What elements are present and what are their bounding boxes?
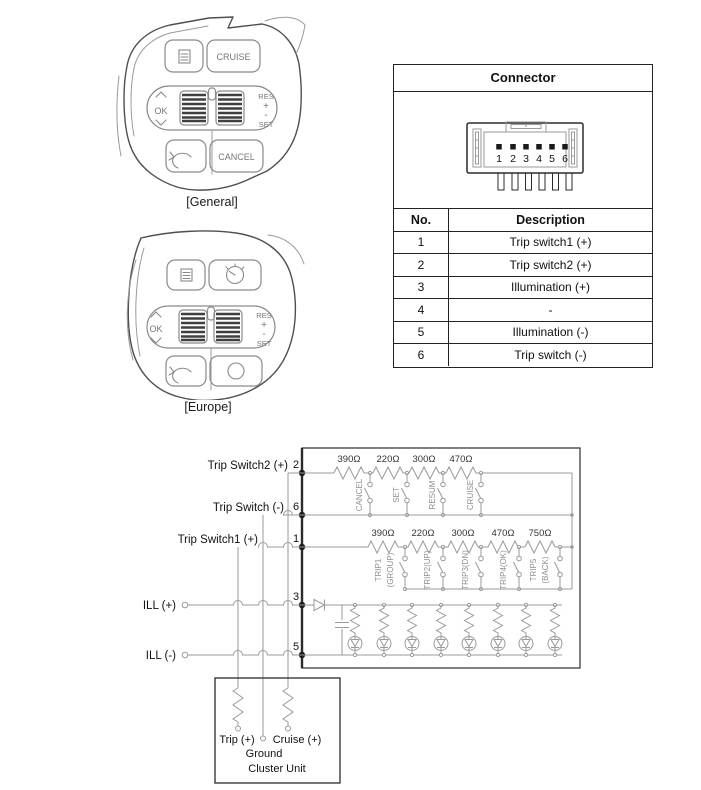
table-row	[394, 254, 652, 277]
resistor	[334, 467, 364, 479]
switch-label: CRUISE	[466, 479, 475, 511]
center-tab	[209, 88, 216, 100]
res-set-labels[interactable]	[258, 92, 273, 129]
switch-label: TRIP5	[529, 558, 538, 582]
back-arrow-icon	[169, 367, 191, 383]
resistor-value: 300Ω	[451, 528, 475, 539]
menu-button[interactable]	[167, 260, 205, 290]
pin-description: Illumination (+)	[449, 276, 653, 299]
ill-minus-terminal	[182, 652, 188, 658]
resistor	[373, 467, 403, 479]
ill-plus-terminal	[182, 602, 188, 608]
circuit-diagram	[140, 430, 701, 790]
switch-label: SET	[392, 487, 401, 503]
thumbwheel-pill	[147, 86, 277, 130]
set-label: SET	[258, 120, 274, 129]
column-header-description: Description	[449, 209, 653, 232]
steering-switch-europe-figure	[108, 228, 308, 400]
pin-number-6: 6	[292, 501, 300, 513]
wheel-outline	[127, 231, 304, 400]
connector-panel-title: Connector	[394, 65, 652, 92]
resistor	[446, 467, 476, 479]
resistor	[409, 467, 439, 479]
caption-europe: [Europe]	[184, 400, 232, 414]
switch-label: TRIP4(OK)	[499, 550, 508, 590]
switch-label: TRIP2(UP)	[423, 550, 432, 590]
pin-number-3: 3	[292, 591, 300, 603]
thumbwheel-pill	[147, 306, 275, 348]
pin-no: 1	[394, 231, 449, 254]
pin-no: 4	[394, 299, 449, 322]
illumination-row	[302, 600, 562, 657]
table-row	[394, 231, 652, 254]
pin-number: 3	[523, 153, 529, 165]
back-button[interactable]	[166, 140, 206, 172]
cruise-button[interactable]	[207, 40, 260, 72]
minus-label: -	[262, 329, 266, 340]
connector-side-slot-left	[473, 129, 481, 167]
resistor-value: 220Ω	[411, 528, 435, 539]
chevron-up-icon[interactable]	[156, 92, 166, 97]
pin-description: Trip switch1 (+)	[449, 231, 653, 254]
cluster-unit-label: Cluster Unit	[248, 763, 306, 775]
resistor-value: 750Ω	[528, 528, 552, 539]
ground-label: Ground	[245, 748, 283, 760]
pin-number: 2	[510, 153, 516, 165]
circle-button[interactable]	[210, 356, 262, 386]
ground-terminal	[261, 736, 266, 741]
cruise-switch	[476, 473, 484, 517]
ok-button[interactable]: OK	[149, 324, 163, 334]
menu-icon	[179, 50, 190, 63]
resistor-value: 220Ω	[376, 454, 400, 465]
cancel-button[interactable]	[210, 140, 263, 172]
resistor-value: 470Ω	[491, 528, 515, 539]
trip3-switch	[476, 547, 484, 591]
trip-pullup-resistor	[233, 688, 243, 731]
set-label: SET	[256, 339, 272, 348]
pin-number-5: 5	[292, 641, 300, 653]
pin-description: Trip switch (-)	[449, 344, 653, 366]
led-branch	[348, 603, 362, 656]
back-arrow-icon	[169, 152, 191, 168]
right-thumbwheel[interactable]	[216, 91, 244, 125]
signal-label-ill-minus: ILL (-)	[145, 650, 176, 662]
cluster-unit	[215, 678, 340, 783]
table-row	[394, 299, 652, 322]
signal-label-trip-switch-neg: Trip Switch (-)	[212, 502, 284, 514]
pin-number: 4	[536, 153, 542, 165]
cancel-button-label: CANCEL	[218, 152, 255, 162]
cruise-pullup-resistor	[283, 688, 293, 731]
pin-number: 5	[549, 153, 555, 165]
pin-number: 1	[496, 153, 502, 165]
switch-label: TRIP1	[374, 558, 383, 582]
led-branch	[405, 603, 419, 656]
table-row	[394, 276, 652, 299]
table-row	[394, 344, 652, 366]
plus-label: +	[261, 320, 267, 331]
signal-labels	[143, 459, 299, 662]
res-set-labels[interactable]	[256, 311, 271, 348]
switch-pack-box	[299, 448, 580, 668]
pin-number-2: 2	[292, 459, 300, 471]
capacitor	[335, 605, 349, 655]
plus-label: +	[263, 101, 269, 112]
minus-label: -	[264, 110, 268, 121]
left-rim-line	[117, 76, 121, 156]
pin-no: 2	[394, 254, 449, 277]
cancel-switch	[365, 473, 373, 517]
res-label: RES	[258, 92, 274, 101]
trip4-switch	[514, 547, 522, 591]
connector-legs	[498, 173, 572, 190]
left-thumbwheel[interactable]	[180, 91, 208, 125]
signal-label-ill-plus: ILL (+)	[142, 600, 176, 612]
chevron-down-icon[interactable]	[156, 120, 166, 125]
led-branch	[377, 603, 391, 656]
led-branch	[491, 603, 505, 656]
resistor	[525, 541, 555, 553]
table-header-row	[394, 209, 652, 232]
menu-button[interactable]	[165, 40, 203, 72]
switch-label: RESUM	[428, 480, 437, 510]
switch-label: CANCEL	[355, 478, 364, 512]
cruise-button[interactable]	[209, 260, 261, 290]
caption-general: [General]	[186, 195, 238, 209]
left-thumbwheel[interactable]	[179, 310, 207, 343]
switch-label: TRIP3(DN)	[461, 550, 470, 590]
pin-no: 5	[394, 321, 449, 344]
led-branch	[462, 603, 476, 656]
connector-side-slot-right	[569, 129, 577, 167]
inner-contour	[131, 26, 208, 136]
led-branch	[519, 603, 533, 656]
resistor-value: 300Ω	[412, 454, 436, 465]
trip-switch-row	[302, 528, 574, 591]
res-label: RES	[256, 311, 272, 320]
pin-no: 3	[394, 276, 449, 299]
ok-button[interactable]: OK	[154, 106, 168, 116]
led-branch	[548, 603, 562, 656]
switch-label: (BACK)	[541, 556, 550, 584]
inner-contour	[127, 248, 144, 360]
signal-label-trip-switch2: Trip Switch2 (+)	[207, 460, 288, 472]
column-header-no: No.	[394, 209, 449, 232]
pin-description: -	[449, 299, 653, 322]
trip-terminal-label: Trip (+)	[219, 734, 255, 746]
right-thumbwheel[interactable]	[214, 310, 242, 343]
connector-pinout-figure	[394, 92, 651, 208]
pin-no: 6	[394, 344, 449, 366]
set-switch	[402, 473, 410, 517]
menu-icon	[181, 269, 192, 281]
connector-panel	[393, 64, 653, 368]
led-branch	[434, 603, 448, 656]
steering-switch-general-figure	[112, 14, 308, 194]
wheel-rim-line	[268, 235, 304, 264]
trip2-switch	[438, 547, 446, 591]
cruise-button-label: CRUISE	[216, 52, 251, 62]
resistor	[368, 541, 398, 553]
resume-switch	[438, 473, 446, 517]
resistor-value: 390Ω	[337, 454, 361, 465]
pin-description: Trip switch2 (+)	[449, 254, 653, 277]
connector-pins	[496, 144, 568, 165]
pin-description: Illumination (-)	[449, 321, 653, 344]
diode	[314, 600, 325, 611]
table-row	[394, 321, 652, 344]
circle-icon	[228, 363, 244, 379]
back-button[interactable]	[166, 356, 206, 386]
resistor-value: 470Ω	[449, 454, 473, 465]
trip5-switch	[555, 547, 563, 591]
trip1-switch	[400, 547, 408, 591]
resistor-value: 390Ω	[371, 528, 395, 539]
connector-drawing	[394, 92, 652, 208]
cruise-terminal-label: Cruise (+)	[272, 734, 322, 746]
switch-label: (GROUP)	[386, 552, 395, 588]
pin-table	[394, 208, 652, 366]
pin-number: 6	[562, 153, 568, 165]
pin-number-1: 1	[292, 533, 300, 545]
cruise-speedometer-icon	[226, 264, 244, 284]
signal-label-trip-switch1: Trip Switch1 (+)	[177, 534, 258, 546]
